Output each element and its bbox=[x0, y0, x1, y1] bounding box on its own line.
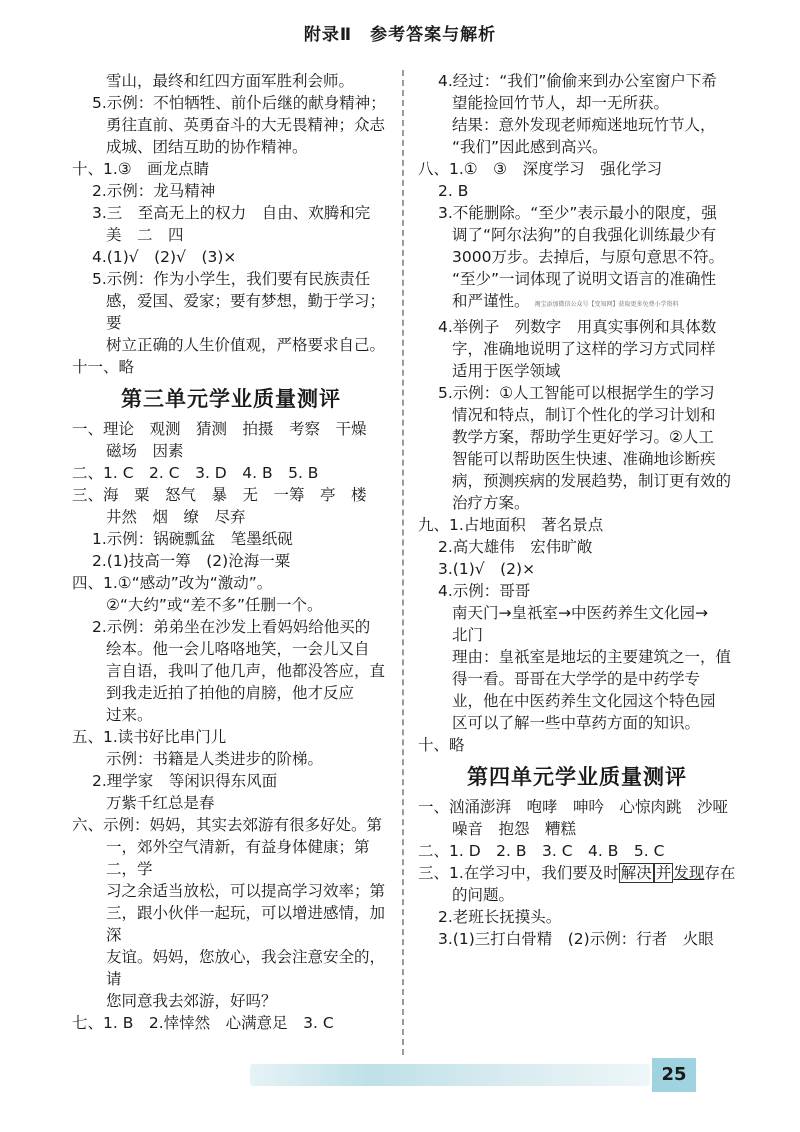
text-line: 言自语，我叫了他几声，他都没答应，直 bbox=[106, 662, 386, 680]
text-line: 结果：意外发现老师痴迷地玩竹节人， bbox=[452, 116, 716, 134]
text-line: 3.(1)√ (2)× bbox=[438, 560, 536, 578]
text-line bbox=[418, 290, 736, 316]
text-line: 3.(1)三打白骨精 (2)示例：行者 火眼 bbox=[438, 930, 714, 948]
text-line: 您同意我去郊游，好吗？ bbox=[106, 992, 277, 1010]
text-line: 十一、略 bbox=[72, 358, 135, 376]
text-line: 一、理论 观测 猜测 拍摄 考察 干燥 bbox=[72, 420, 367, 438]
boxed-word: 解决 bbox=[620, 864, 652, 882]
text-span: 存在 bbox=[704, 864, 736, 882]
text-span: 三、1.在学习中，我们要及时 bbox=[418, 864, 619, 882]
text-line bbox=[418, 862, 736, 884]
text-line: 七、1. B 2.悻悻然 心满意足 3. C bbox=[72, 1014, 334, 1032]
text-line: 五、1.读书好比串门儿 bbox=[72, 728, 227, 746]
text-line: 治疗方案。 bbox=[452, 494, 530, 512]
text-line: 智能可以帮助医生快速、准确地诊断疾 bbox=[452, 450, 716, 468]
right-column bbox=[418, 70, 736, 950]
text-line: 2.(1)技高一筹 (2)沧海一粟 bbox=[92, 552, 291, 570]
column-divider bbox=[402, 70, 404, 1055]
text-line: 示例：书籍是人类进步的阶梯。 bbox=[106, 750, 324, 768]
text-line: 北门 bbox=[452, 626, 484, 644]
page-header bbox=[0, 0, 800, 62]
text-line: 字，准确地说明了这样的学习方式同样 bbox=[452, 340, 716, 358]
text-line: 得一看。哥哥在大学学的是中药学专 bbox=[452, 670, 701, 688]
text-line: 四、1.①“感动”改为“激动”。 bbox=[72, 574, 273, 592]
text-line: 二、1. C 2. C 3. D 4. B 5. B bbox=[72, 464, 319, 482]
footer-decoration bbox=[250, 1064, 650, 1086]
text-line: 理由：皇祇室是地坛的主要建筑之一，值 bbox=[452, 648, 732, 666]
text-line: 三、海 粟 怒气 暴 无 一筹 亭 楼 bbox=[72, 486, 367, 504]
text-line: 区可以了解一些中草药方面的知识。 bbox=[452, 714, 701, 732]
text-span: 和严谨性。 bbox=[452, 292, 530, 310]
boxed-word: 并 bbox=[655, 864, 672, 882]
header-title: 参考答案与解析 bbox=[370, 25, 497, 45]
text-line: 5.示例：①人工智能可以根据学生的学习 bbox=[438, 384, 715, 402]
text-line: 4.示例：哥哥 bbox=[438, 582, 531, 600]
text-line: 1.示例：锅碗瓢盆 笔墨纸砚 bbox=[92, 530, 293, 548]
text-line: 病，预测疾病的发展趋势，制订更有效的 bbox=[452, 472, 732, 490]
text-line: 教学方案，帮助学生更好学习。②人工 bbox=[452, 428, 714, 446]
underlined-word: 发现 bbox=[673, 864, 705, 882]
text-line: 3.不能删除。“至少”表示最小的限度，强 bbox=[438, 204, 717, 222]
text-line: 3000万步。去掉后，与原句意思不符。 bbox=[452, 248, 724, 266]
text-line: 一、汹涌澎湃 咆哮 呻吟 心惊肉跳 沙哑 bbox=[418, 798, 729, 816]
text-line: 习之余适当放松，可以提高学习效率；第 bbox=[106, 882, 386, 900]
text-line: 2. B bbox=[438, 182, 469, 200]
text-line: 磁场 因素 bbox=[106, 442, 184, 460]
text-line: ②“大约”或“差不多”任删一个。 bbox=[106, 596, 323, 614]
section-title-unit4: 第四单元学业质量测评 bbox=[467, 765, 687, 789]
text-line: 情况和特点，制订个性化的学习计划和 bbox=[452, 406, 716, 424]
text-line: 适用于医学领域 bbox=[452, 362, 561, 380]
text-line: 感，爱国、爱家；要有梦想，勤于学习；要 bbox=[106, 292, 386, 332]
text-line: 2.示例：弟弟坐在沙发上看妈妈给他买的 bbox=[92, 618, 371, 636]
text-line: 二、1. D 2. B 3. C 4. B 5. C bbox=[418, 842, 665, 860]
text-line: 4.经过：“我们”偷偷来到办公室窗户下希 bbox=[438, 72, 717, 90]
text-line: 业，他在中医药养生文化园这个特色园 bbox=[452, 692, 716, 710]
text-line: 2.高大雄伟 宏伟旷敞 bbox=[438, 538, 593, 556]
text-line: 绘本。他一会儿咯咯地笑，一会儿又自 bbox=[106, 640, 370, 658]
text-line: 井然 烟 缭 尽弃 bbox=[106, 508, 246, 526]
text-line: 望能捡回竹节人，却一无所获。 bbox=[452, 94, 670, 112]
text-line: 万紫千红总是春 bbox=[106, 794, 215, 812]
text-line: 成城、团结互助的协作精神。 bbox=[106, 138, 308, 156]
text-line: 噪音 抱怨 糟糕 bbox=[452, 820, 577, 838]
text-line: 十、1.③ 画龙点睛 bbox=[72, 160, 210, 178]
text-line: 2.老班长抚摸头。 bbox=[438, 908, 562, 926]
text-line: 调了“阿尔法狗”的自我强化训练最少有 bbox=[452, 226, 717, 244]
watermark-text: 淘宝添加微信公众号【变知网】获取更多免费小学资料 bbox=[534, 301, 679, 308]
text-line: 八、1.① ③ 深度学习 强化学习 bbox=[418, 160, 663, 178]
text-line: 友谊。妈妈，您放心，我会注意安全的，请 bbox=[106, 948, 386, 988]
text-line: 一，郊外空气清新，有益身体健康；第二，学 bbox=[106, 838, 370, 878]
text-line: 2.理学家 等闲识得东风面 bbox=[92, 772, 278, 790]
section-title-unit3: 第三单元学业质量测评 bbox=[121, 387, 341, 411]
text-line: 5.示例：不怕牺牲、前仆后继的献身精神； bbox=[92, 94, 386, 112]
text-line: 十、略 bbox=[418, 736, 465, 754]
text-line: 树立正确的人生价值观，严格要求自己。 bbox=[106, 336, 386, 354]
text-line: 美 二 四 bbox=[106, 226, 184, 244]
left-column bbox=[72, 70, 390, 1034]
header-part: 附录Ⅱ bbox=[303, 25, 353, 45]
text-line: 勇往直前、英勇奋斗的大无畏精神；众志 bbox=[106, 116, 386, 134]
text-line: 三，跟小伙伴一起玩，可以增进感情，加深 bbox=[106, 904, 386, 944]
text-line: “我们”因此感到高兴。 bbox=[452, 138, 608, 156]
text-line: 雪山，最终和红四方面军胜利会师。 bbox=[106, 72, 355, 90]
text-line: 九、1.占地面积 著名景点 bbox=[418, 516, 604, 534]
text-line: 到我走近拍了拍他的肩膀，他才反应 bbox=[106, 684, 355, 702]
page-number: 25 bbox=[652, 1058, 696, 1092]
text-line: 的问题。 bbox=[452, 886, 515, 904]
text-line: “至少”一词体现了说明文语言的准确性 bbox=[452, 270, 717, 288]
text-line: 4.举例子 列数字 用真实事例和具体数 bbox=[438, 318, 717, 336]
text-line: 南天门→皇祇室→中医药养生文化园→ bbox=[452, 604, 708, 622]
text-line: 5.示例：作为小学生，我们要有民族责任 bbox=[92, 270, 371, 288]
text-line: 过来。 bbox=[106, 706, 153, 724]
text-line: 4.(1)√ (2)√ (3)× bbox=[92, 248, 237, 266]
text-line: 3.三 至高无上的权力 自由、欢腾和完 bbox=[92, 204, 371, 222]
text-line: 2.示例：龙马精神 bbox=[92, 182, 216, 200]
text-line: 六、示例：妈妈，其实去郊游有很多好处。第 bbox=[72, 816, 383, 834]
